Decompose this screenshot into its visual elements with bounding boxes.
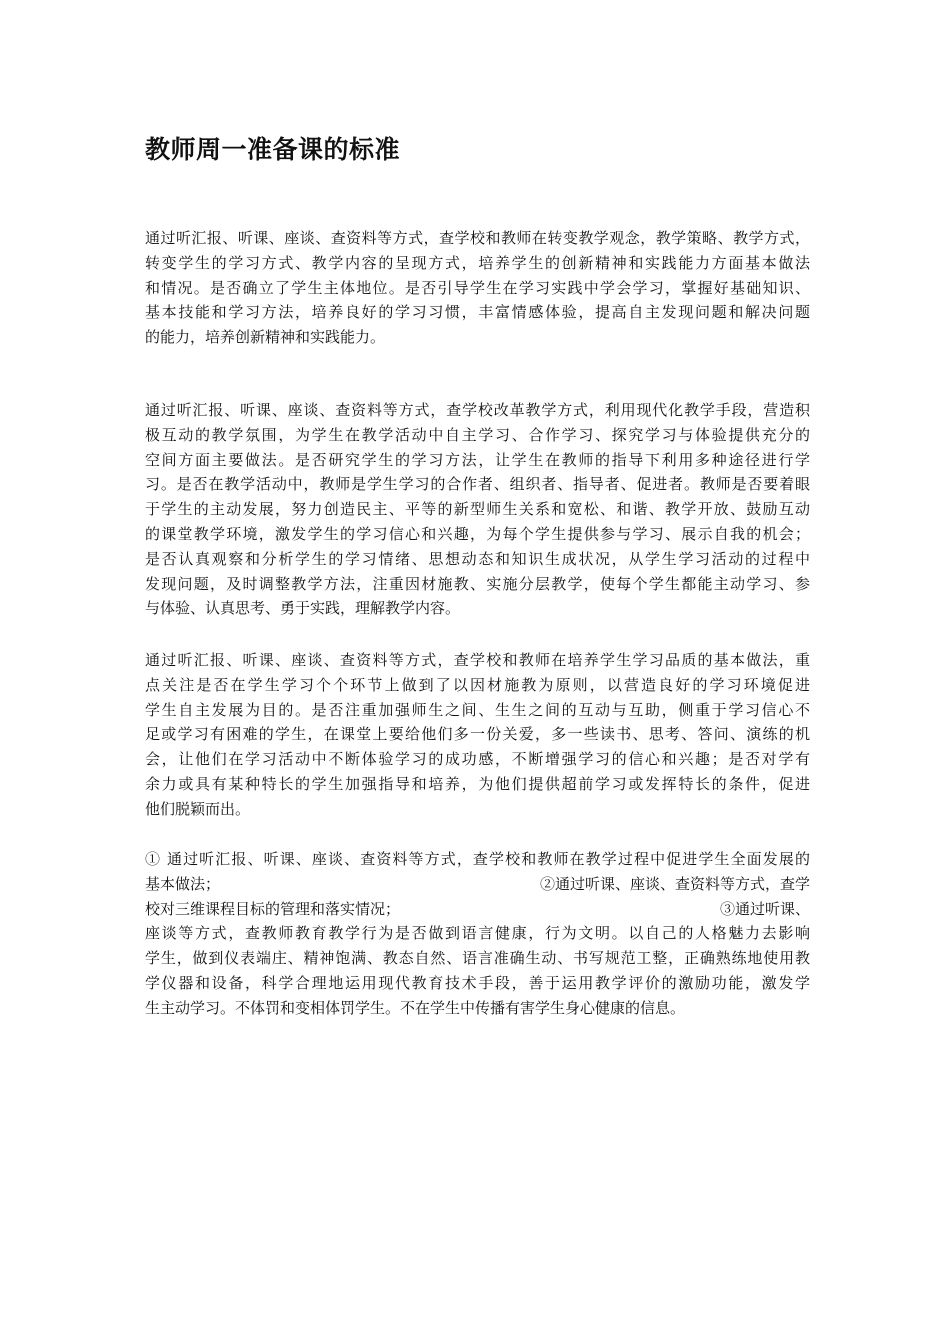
paragraph-line: 极互动的教学氛围，为学生在教学活动中自主学习、合作学习、探究学习与体验提供充分的 bbox=[145, 425, 810, 444]
paragraph-line: 和情况。是否确立了学生主体地位。是否引导学生在学习实践中学会学习，掌握好基础知识、 bbox=[145, 278, 810, 297]
split-line-left: 校对三维课程目标的管理和落实情况； bbox=[145, 899, 401, 918]
paragraph-line: 足或学习有困难的学生，在课堂上要给他们多一份关爱，多一些读书、思考、答问、演练的机 bbox=[145, 725, 810, 744]
paragraph-line: 的课堂教学环境，激发学生的学习信心和兴趣，为每个学生提供参与学习、展示自我的机会； bbox=[145, 524, 810, 543]
paragraph-line: ① 通过听汇报、听课、座谈、查资料等方式，查学校和教师在教学过程中促进学生全面发展的 bbox=[145, 850, 810, 868]
paragraph-line: 他们脱颖而出。 bbox=[145, 799, 251, 818]
paragraph-line: 习。是否在教学活动中，教师是学生学习的合作者、组织者、指导者、促进者。教师是否要着眼 bbox=[145, 475, 810, 494]
paragraph-split-line bbox=[145, 872, 810, 897]
split-line-right: ②通过听课、座谈、查资料等方式，查学 bbox=[539, 874, 810, 893]
paragraph-split-line bbox=[145, 897, 810, 922]
paragraph-line: 学生自主发展为目的。是否注重加强师生之间、生生之间的互动与互助，侧重于学习信心不 bbox=[145, 700, 810, 719]
paragraph-line: 学生，做到仪表端庄、精神饱满、教态自然、语言准确生动、书写规范工整，正确熟练地使用教 bbox=[145, 949, 810, 968]
paragraph-line: 是否认真观察和分析学生的学习情绪、思想动态和知识生成状况，从学生学习活动的过程中 bbox=[145, 549, 810, 568]
paragraph-line: 于学生的主动发展，努力创造民主、平等的新型师生关系和宽松、和谐、教学开放、鼓励互动 bbox=[145, 500, 810, 519]
paragraph-line: 空间方面主要做法。是否研究学生的学习方法，让学生在教师的指导下利用多种途径进行学 bbox=[145, 450, 810, 469]
paragraph-2 bbox=[145, 398, 810, 621]
paragraph-line: 发现问题，及时调整教学方法，注重因材施教、实施分层教学，使每个学生都能主动学习、参 bbox=[145, 574, 810, 593]
paragraph-line: 与体验、认真思考、勇于实践，理解教学内容。 bbox=[145, 599, 461, 618]
paragraph-4 bbox=[145, 847, 810, 1021]
paragraph-3 bbox=[145, 648, 810, 822]
paragraph-line: 的能力，培养创新精神和实践能力。 bbox=[145, 328, 386, 347]
split-line-left: 基本做法； bbox=[145, 874, 221, 893]
split-line-right: ③通过听课、 bbox=[719, 899, 810, 918]
paragraph-line: 通过听汇报、听课、座谈、查资料等方式，查学校改革教学方式，利用现代化教学手段，营造积 bbox=[145, 401, 810, 419]
document-title: 教师周一准备课的标准 bbox=[145, 135, 401, 164]
paragraph-line: 学仪器和设备，科学合理地运用现代教育技术手段，善于运用教学评价的激励功能，激发学 bbox=[145, 973, 810, 992]
paragraph-line: 通过听汇报、听课、座谈、查资料等方式，查学校和教师在转变教学观念，教学策略、教学方式， bbox=[145, 229, 810, 247]
paragraph-line: 生主动学习。不体罚和变相体罚学生。不在学生中传播有害学生身心健康的信息。 bbox=[145, 998, 686, 1017]
paragraph-line: 通过听汇报、听课、座谈、查资料等方式，查学校和教师在培养学生学习品质的基本做法，重 bbox=[145, 651, 810, 669]
paragraph-line: 转变学生的学习方式、教学内容的呈现方式，培养学生的创新精神和实践能力方面基本做法 bbox=[145, 253, 810, 272]
paragraph-line: 余力或具有某种特长的学生加强指导和培养，为他们提供超前学习或发挥特长的条件，促进 bbox=[145, 774, 810, 793]
paragraph-line: 座谈等方式，查教师教育教学行为是否做到语言健康，行为文明。以自己的人格魅力去影响 bbox=[145, 924, 810, 943]
paragraph-line: 会，让他们在学习活动中不断体验学习的成功感，不断增强学习的信心和兴趣；是否对学有 bbox=[145, 750, 810, 769]
paragraph-line: 基本技能和学习方法，培养良好的学习习惯，丰富情感体验，提高自主发现问题和解决问题 bbox=[145, 303, 810, 322]
paragraph-line: 点关注是否在学生学习个个环节上做到了以因材施教为原则，以营造良好的学习环境促进 bbox=[145, 675, 810, 694]
paragraph-1 bbox=[145, 226, 810, 350]
